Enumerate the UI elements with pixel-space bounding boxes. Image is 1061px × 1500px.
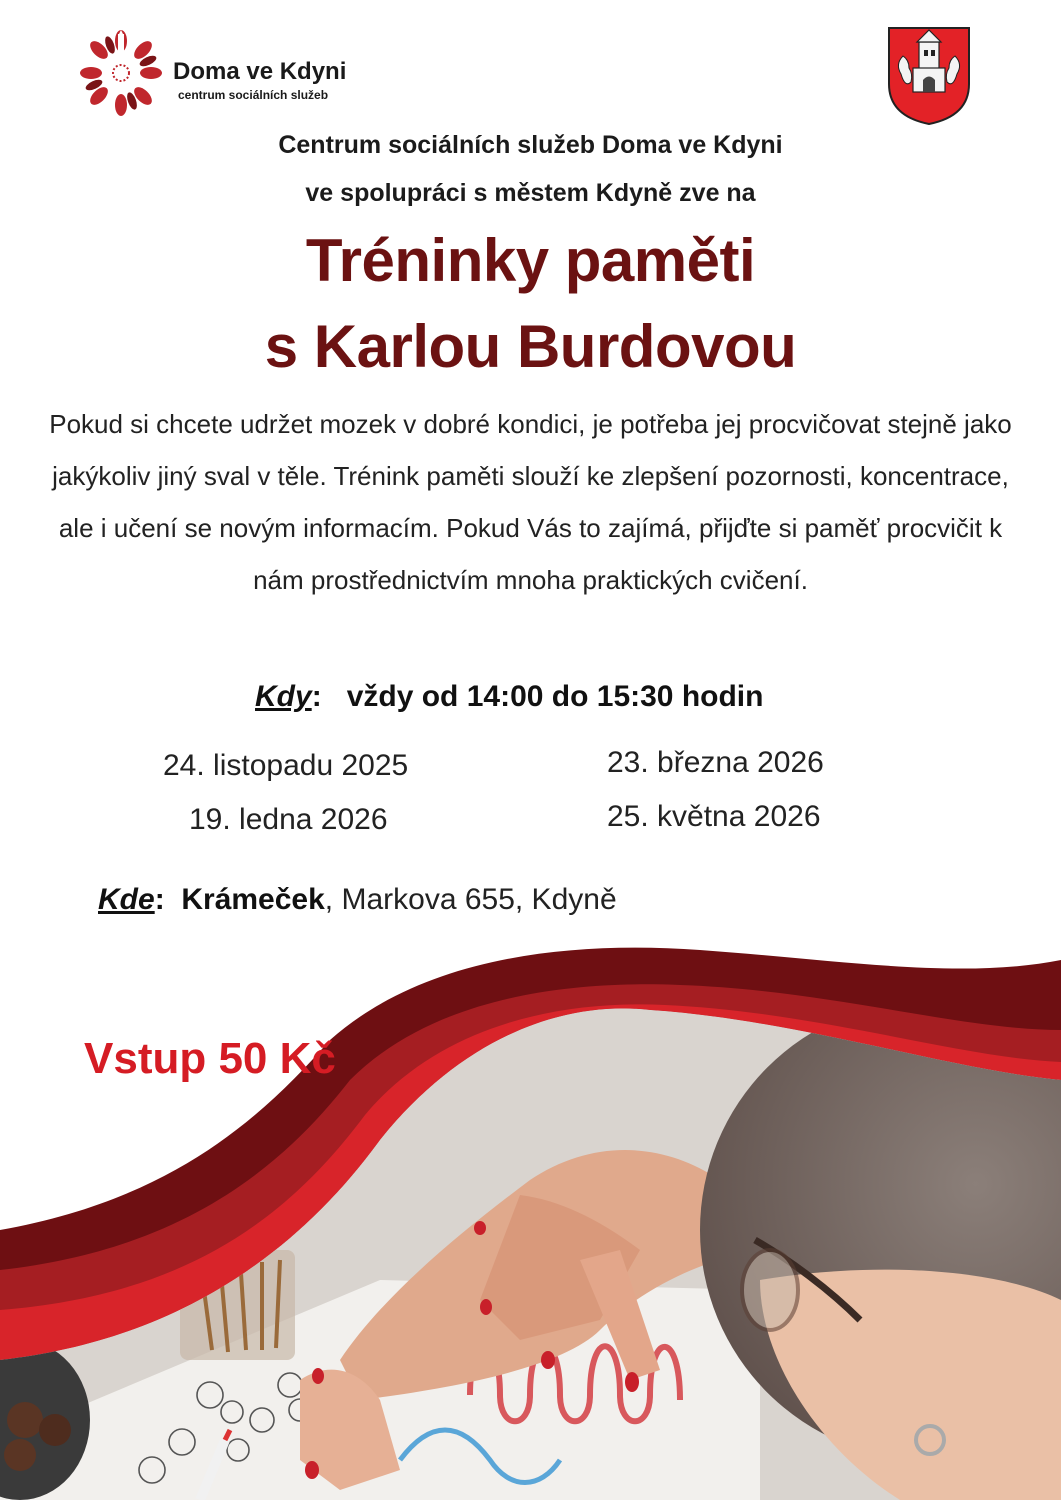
where-address: , Markova 655, Kdyně [324,883,617,916]
logo-subtitle: centrum sociálních služeb [178,88,329,102]
where-place: Krámeček [181,883,325,916]
intro-line-1: Centrum sociálních služeb Doma ve Kdyni [278,131,783,159]
entry-price: Vstup 50 Kč [84,1034,336,1083]
date-item: 19. ledna 2026 [189,803,388,836]
logo-name: Doma ve Kdyni [173,58,347,85]
intro-line-2: ve spolupráci s městem Kdyně zve na [305,179,756,207]
event-title-line-1: Tréninky paměti [305,227,756,294]
event-title-line-2: s Karlou Burdovou [264,313,797,380]
where-label: Kde [98,883,155,916]
event-description: Pokud si chcete udržet mozek v dobré kondici, je potřeba jej procvičovat stejně jako jakýkoliv jiný sval v těle. Trénink paměti slouží ke zlepšení pozornosti, koncentrace, ale i učení se novým informacím. Pokud Vás to zajímá, přijďte si paměť procvičit k nám prostřednictvím mnoha praktických cvičení. [49,409,1012,595]
date-item: 23. března 2026 [607,746,824,779]
date-item: 24. listopadu 2025 [163,749,409,782]
when-time: vždy od 14:00 do 15:30 hodin [346,680,764,713]
where-row: Kde: Krámeček, Markova 655, Kdyně [98,883,617,916]
when-row: Kdy: vždy od 14:00 do 15:30 hodin [255,680,764,713]
when-label: Kdy [255,680,312,713]
date-item: 25. května 2026 [607,800,821,833]
